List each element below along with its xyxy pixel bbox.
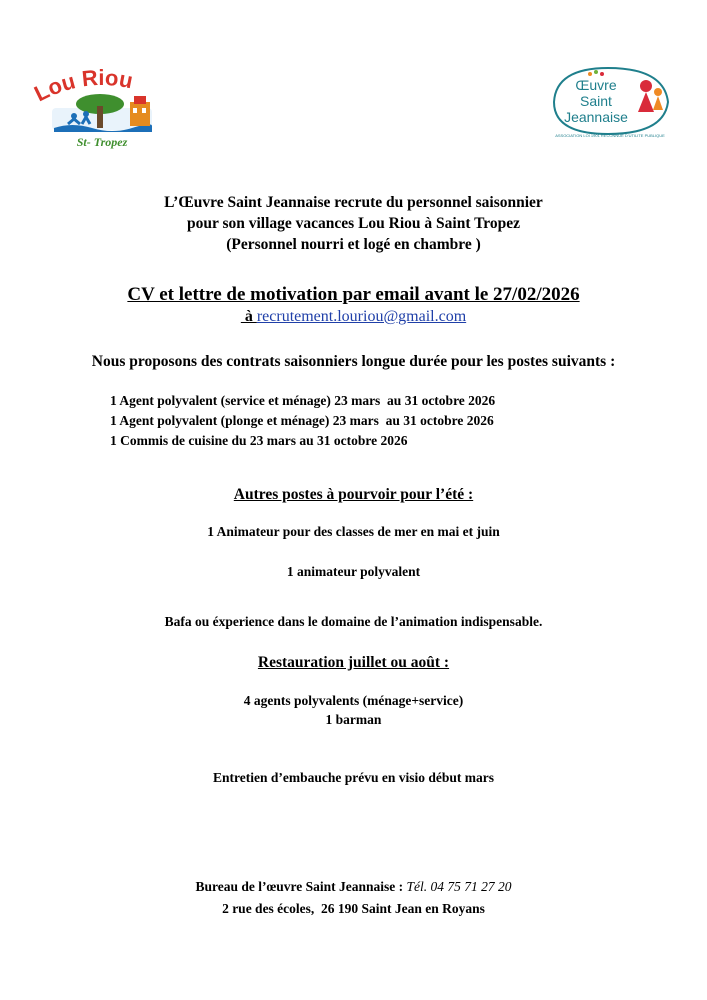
- contracts-heading: Nous proposons des contrats saisonniers longue durée pour les postes suivants :: [91, 353, 616, 370]
- contract-item: 1 Agent polyvalent (plonge et ménage) 23 mars au 31 octobre 2026: [110, 413, 494, 428]
- summer-requirement: Bafa ou éxperience dans le domaine de l’animation indispensable.: [164, 614, 543, 629]
- footer-phone[interactable]: Tél. 04 75 71 27 20: [406, 879, 512, 894]
- interview-note: Entretien d’embauche prévu en visio début mars: [212, 770, 494, 785]
- lou-riou-logo-graphic: [22, 66, 182, 150]
- summer-item-2: 1 animateur polyvalent: [286, 564, 421, 579]
- lou-riou-logo: [22, 66, 182, 150]
- summer-heading: Autres postes à pourvoir pour l’été :: [233, 486, 474, 503]
- logo-line-oeuvre: Œuvre: [575, 77, 617, 93]
- lou-riou-logo-text: Lou Riou: [30, 66, 135, 107]
- lou-riou-logo-subtext: St- Tropez: [76, 135, 128, 149]
- footer-address: 2 rue des écoles, 26 190 Saint Jean en Royans: [222, 901, 485, 916]
- footer-office-line: [0, 877, 707, 896]
- intro-block: [0, 192, 707, 255]
- recruitment-email-link[interactable]: recrutement.louriou@gmail.com: [256, 308, 467, 325]
- restauration-heading: Restauration juillet ou août :: [257, 654, 450, 671]
- restauration-item-1: 4 agents polyvalents (ménage+service): [243, 693, 464, 708]
- logo-caption: ASSOCIATION LOI 1901 RECONNUE D'UTILITE PUBLIQUE: [555, 133, 665, 138]
- contract-item: 1 Agent polyvalent (service et ménage) 23 mars au 31 octobre 2026: [110, 393, 496, 408]
- logo-line-jeannaise: Jeannaise: [564, 109, 628, 125]
- intro-line-1: L’Œuvre Saint Jeannaise recrute du personnel saisonnier: [164, 194, 543, 211]
- intro-line-2: pour son village vacances Lou Riou à Saint Tropez: [186, 215, 520, 232]
- apply-email-line: [0, 307, 707, 327]
- footer-office: Bureau de l’œuvre Saint Jeannaise :: [195, 879, 407, 894]
- summer-item-1: 1 Animateur pour des classes de mer en mai et juin: [207, 524, 500, 539]
- logo-line-saint: Saint: [580, 93, 612, 109]
- intro-line-3: (Personnel nourri et logé en chambre ): [226, 236, 481, 253]
- apply-headline: CV et lettre de motivation par email avant le 27/02/2026: [127, 284, 580, 305]
- oeuvre-saint-jeannaise-logo-graphic: [546, 62, 676, 140]
- contract-item: 1 Commis de cuisine du 23 mars au 31 octobre 2026: [110, 433, 408, 448]
- restauration-item-2: 1 barman: [325, 712, 382, 727]
- oeuvre-saint-jeannaise-logo: [546, 62, 676, 140]
- apply-email-prefix: à: [240, 308, 257, 325]
- contracts-list: [110, 391, 670, 451]
